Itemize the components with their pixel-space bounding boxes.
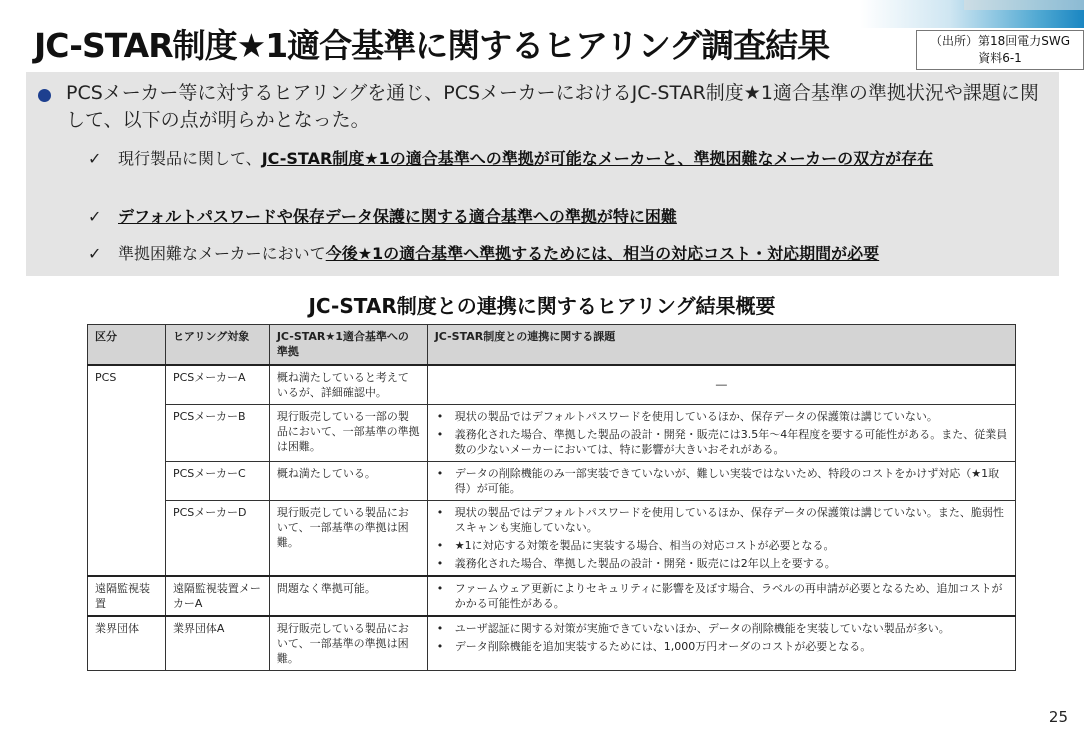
issues-cell: ―: [427, 365, 1015, 405]
source-line-1: （出所）第18回電力SWG: [929, 34, 1071, 48]
point-emphasis: JC-STAR制度★1の適合基準への準拠が可能なメーカーと、準拠困難なメーカーの双方が存在: [261, 149, 934, 168]
issues-cell: [427, 404, 1015, 461]
issue-item: • 現状の製品ではデフォルトパスワードを使用しているほか、保存データの保護策は講じていない。また、脆弱性スキャンも実施していない。: [435, 505, 1008, 535]
compliance-cell: 現行販売している一部の製品において、一部基準の準拠は困難。: [269, 404, 427, 461]
point-emphasis: デフォルトパスワードや保存データ保護に関する適合基準への準拠が特に困難: [118, 207, 677, 226]
source-box: [916, 30, 1084, 70]
check-icon: ✓: [88, 149, 102, 168]
table-row: [88, 404, 1016, 461]
source-line-2: 資料6-1: [978, 51, 1022, 65]
target-cell: PCSメーカーC: [165, 461, 269, 500]
table-row: [88, 365, 1016, 405]
table-title: JC-STAR制度との連携に関するヒアリング結果概要: [308, 294, 776, 318]
table-row: [88, 500, 1016, 576]
issue-item: • ★1に対応する対策を製品に実装する場合、相当の対応コストが必要となる。: [435, 538, 1008, 553]
check-icon: ✓: [88, 244, 102, 263]
issue-item: • 現状の製品ではデフォルトパスワードを使用しているほか、保存データの保護策は講じていない。: [435, 409, 1008, 424]
check-icon: ✓: [88, 207, 102, 226]
point-plain: 準拠困難なメーカーにおいて: [118, 244, 326, 263]
issue-item: • データの削除機能のみ一部実装できていないが、難しい実装ではないため、特段のコストをかけず対応（★1取得）が可能。: [435, 466, 1008, 496]
header-category: 区分: [88, 325, 166, 365]
compliance-cell: 概ね満たしている。: [269, 461, 427, 500]
page-title: JC-STAR制度★1適合基準に関するヒアリング調査結果: [34, 26, 830, 65]
issue-item: • 義務化された場合、準拠した製品の設計・開発・販売には2年以上を要する。: [435, 556, 1008, 571]
compliance-cell: 現行販売している製品において、一部基準の準拠は困難。: [269, 616, 427, 671]
header-compliance: JC-STAR★1適合基準への準拠: [269, 325, 427, 365]
compliance-cell: 現行販売している製品において、一部基準の準拠は困難。: [269, 500, 427, 576]
target-cell: 遠隔監視装置メーカーA: [165, 576, 269, 616]
category-cell: PCS: [88, 365, 166, 576]
check-point-3: [88, 242, 1048, 266]
header-decoration-band: [964, 0, 1084, 10]
issues-cell: [427, 500, 1015, 576]
hearing-results-table: [87, 324, 1016, 671]
point-plain: 現行製品に関して、: [118, 149, 262, 168]
point-emphasis: 今後★1の適合基準へ準拠するためには、相当の対応コスト・対応期間が必要: [325, 244, 880, 263]
issues-cell: [427, 461, 1015, 500]
target-cell: 業界団体A: [165, 616, 269, 671]
page-number: 25: [1048, 708, 1068, 726]
issues-cell: [427, 576, 1015, 616]
target-cell: PCSメーカーB: [165, 404, 269, 461]
header-issues: JC-STAR制度との連携に関する課題: [427, 325, 1015, 365]
header-target: ヒアリング対象: [165, 325, 269, 365]
category-cell: 遠隔監視装置: [88, 576, 166, 616]
check-point-1: [88, 147, 1048, 171]
issues-cell: [427, 616, 1015, 671]
issue-item: • データ削除機能を追加実装するためには、1,000万円オーダのコストが必要となる。: [435, 639, 1008, 654]
table-row: [88, 616, 1016, 671]
target-cell: PCSメーカーD: [165, 500, 269, 576]
table-header-row: [88, 325, 1016, 365]
issue-item: • ユーザ認証に関する対策が実施できていないほか、データの削除機能を実装していない製品が多い。: [435, 621, 1008, 636]
lead-bullet: [38, 80, 1048, 134]
compliance-cell: 概ね満たしていると考えているが、詳細確認中。: [269, 365, 427, 405]
issue-item: • 義務化された場合、準拠した製品の設計・開発・販売には3.5年〜4年程度を要する可能性がある。また、従業員数の少ないメーカーにおいては、特に影響が大きいおそれがある。: [435, 427, 1008, 457]
target-cell: PCSメーカーA: [165, 365, 269, 405]
category-cell: 業界団体: [88, 616, 166, 671]
summary-box: [26, 72, 1059, 276]
issue-item: • ファームウェア更新によりセキュリティに影響を及ぼす場合、ラベルの再申請が必要となるため、追加コストがかかる可能性がある。: [435, 581, 1008, 611]
lead-text: PCSメーカー等に対するヒアリングを通じ、PCSメーカーにおけるJC-STAR制度★1適合基準の準拠状況や課題に関して、以下の点が明らかとなった。: [66, 82, 1039, 131]
check-point-2: [88, 205, 1048, 229]
table-row: [88, 461, 1016, 500]
table-row: [88, 576, 1016, 616]
compliance-cell: 問題なく準拠可能。: [269, 576, 427, 616]
bullet-dot-icon: [38, 89, 51, 102]
